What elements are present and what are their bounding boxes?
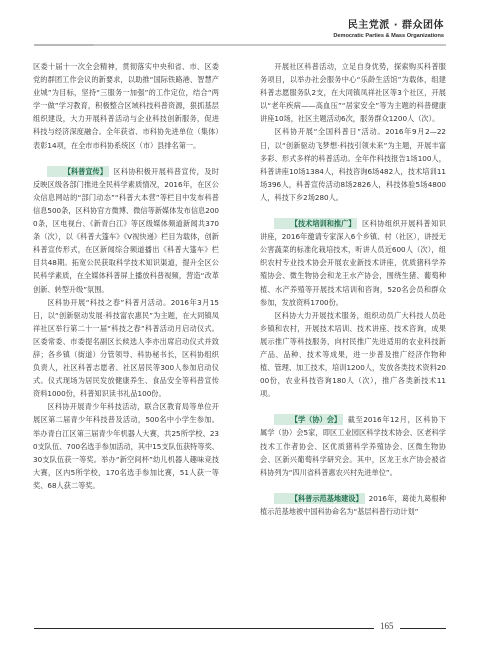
paragraph-text: 截至2016年12月，区科协下属学（协）会5家，即区工业园区科学技术协会、区老科学技术工作者协会、区优质猪科学养殖协会、区微生物协会、区新兴葡萄科学研究会。其中，区龙王水产协会被省科协列为“四川省科普惠农兴村先进单位”。 — [260, 415, 446, 477]
paragraph-technical-training — [260, 217, 446, 309]
paragraph: 区科协开展青少年科技活动，联合区教育局等单位开展区第二届青少年科技普及活动，500名中小学生参加。举办青白江区第三届青少年机器人大赛，共25所学校、230支队伍、700名选手参加活动，其中15支队伍获特等奖、30支队伍获一等奖。举办“新空间杯”幼儿机器人趣味竞技大赛，区内5所学校，170名选手参加比赛，51人获一等奖、68人获二等奖。 — [33, 402, 219, 490]
paragraph: 区科协开展“科技之春”科普月活动。2016年3月15日，以“创新驱动发展·科技富农惠民”为主题，在大同镇凤祥社区举行第二十一届“科技之春”科普活动月启动仪式。区委常委、市委提名副区长候选人李亦出席启动仪式并致辞；各乡镇（街道）分管领导、科协秘书长，区科协组织负责人，社区科普志愿者、社区居民等300人参加启动仪式。仪式现场为居民发放健康养生、食品安全等科普宣传资料1000份，科普知识读书礼品100份。 — [33, 297, 219, 399]
section-title: 民主党派 · 群众团体 — [347, 20, 444, 31]
page-number: 165 — [380, 621, 394, 631]
section-tag: 【科普示范基地建设】 — [274, 493, 364, 504]
section-subtitle: Democratic Parties & Mass Organizations — [333, 33, 444, 39]
paragraph-demo-base — [260, 492, 446, 518]
footer-rule — [34, 628, 374, 629]
header-rule — [34, 44, 446, 46]
paragraph-associations — [260, 413, 446, 478]
paragraph: 区科协大力开展技术服务，组织动员广大科技人员赴乡镇和农村，开展技术培训、技术讲座、技术咨询，成果展示推广等科技服务，向村民推广先进适用的农业科技新产品、品种、技术等成果，进一步普及推广经济作物种植、管理、加工技术，培训1200人，发放各类技术资料2000份，农业科技咨询180人（次），推广各类新技术11项。 — [260, 310, 446, 399]
section-tag: 【技术培训和推广】 — [274, 218, 357, 229]
paragraph-text: 区科协组织开展科普知识讲座，2016年邀请专家深入6个乡镇、村（社区），讲授无公害蔬菜的标准化栽培技术，听讲人员近600人（次），组织农村专业技术协会开展农业新技术讲座，优质猪科学养殖协会、微生物协会和龙王水产协会，围绕生猪、葡萄种植、水产养殖等开展技术培训和咨询，520名会员和群众参加，发放资料1700份。 — [260, 219, 446, 307]
paragraph: 区委十届十一次全会精神，贯彻落实中央和省、市、区委党的群团工作会议的新要求，以助推“国际铁路港、智慧产业城”为目标，坚持“三服务一加强”的工作定位，结合“两学一做”学习教育，积极整合区域科技科普资源，狠抓基层组织建设，大力开展科普活动与企业科技创新服务，促进科技与经济深度融合。全年获省、市科协先进单位（集体）表彰14项，在全市市科协系统区（市）县排名第一。 — [33, 62, 219, 150]
paragraph-text: 区科协积极开展科普宣传，及时反映区级各部门推进全民科学素质情况，2016年，在区公众信息网站的“部门动态”“科普大本营”等栏目中发布科普信息500条，区科协官方微博、微信等新媒体发布信息2000条，区电视台、《新青白江》等区级媒体频道新闻共370条（次），以《科普大篷车》《V视快递》栏目为载体，创新科普宣传形式，在区新闻综合频道播出《科普大篷车》栏目共48期。拓宽公民获取科学技术知识渠道，提升全区公民科学素质，在全媒体科普屏上播放科普视频，营造“改革创新、转型升级”氛围。 — [33, 166, 219, 294]
footer-rule-tail — [400, 628, 446, 629]
right-column — [260, 60, 446, 518]
paragraph: 开展社区科普活动，立足自身优势，探索购买科普服务项目，以举办社会服务中心“乐龄生活馆”为载体，组建科普志愿服务队2支，在大同镇凤祥社区等3个社区，开展以“老年疾病——高血压”“居家安全”等为主题的科普健康讲座10场，社区主题活动6次，服务群众1200人（次）。 — [260, 62, 446, 124]
paragraph-text: 2016年，葛徒九葛根种植示范基地被中国科协命名为“基层科普行动计划” — [260, 493, 446, 516]
section-tag: 【科普宣传】 — [47, 166, 109, 177]
paragraph: 区科协开展“全国科普日”活动。2016年9月2—22日，以“创新驱动飞梦想·科技引领未来”为主题，开展丰富多彩、形式多样的科普活动。全年作科技报告1场100人，科普讲座10场1384人，科技咨询6场482人，技术培训11场396人，科普宣传活动8场2826人，科技体验5场4800人，科技下乡2场280人。 — [260, 127, 446, 202]
section-tag: 【学（协）会】 — [274, 414, 343, 425]
header-rule-accent — [34, 44, 94, 46]
page-header — [333, 19, 444, 40]
left-column — [33, 60, 219, 492]
paragraph-science-publicity — [33, 165, 219, 296]
